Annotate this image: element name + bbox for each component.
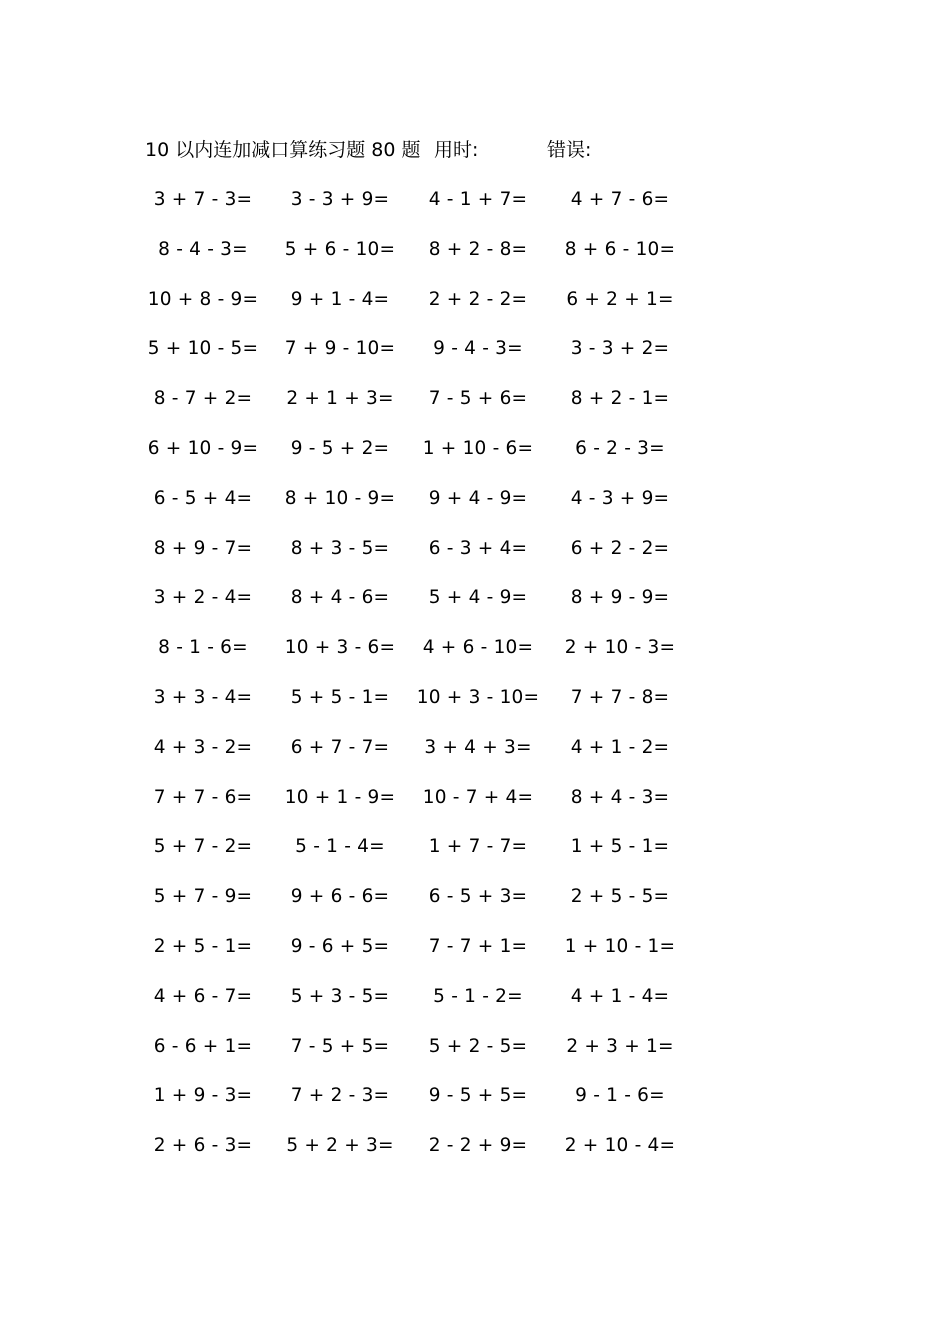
problem-item: 7 - 5 + 5=: [290, 1035, 390, 1057]
problem-item: 4 + 1 - 4=: [570, 985, 670, 1007]
problem-item: 7 + 7 - 6=: [153, 786, 253, 808]
problem-item: 5 + 4 - 9=: [428, 587, 528, 609]
worksheet-title: 10 以内连加减口算练习题 80 题: [145, 139, 421, 161]
problem-item: 8 + 9 - 7=: [153, 537, 253, 559]
problem-row: [0, 535, 950, 585]
problem-row: [0, 734, 950, 784]
problem-item: 4 + 6 - 10=: [422, 637, 534, 659]
problem-item: 5 + 6 - 10=: [284, 238, 396, 260]
problem-item: 7 + 7 - 8=: [570, 686, 670, 708]
problem-item: 9 - 5 + 2=: [290, 437, 390, 459]
problem-item: 4 + 6 - 7=: [153, 985, 253, 1007]
problem-item: 2 - 2 + 9=: [428, 1135, 528, 1157]
problem-item: 6 - 5 + 3=: [428, 886, 528, 908]
problem-item: 2 + 5 - 5=: [570, 886, 670, 908]
problem-item: 3 + 2 - 4=: [153, 587, 253, 609]
problem-item: 9 + 6 - 6=: [290, 886, 390, 908]
problem-row: [0, 1132, 950, 1182]
problem-item: 10 + 8 - 9=: [147, 288, 259, 310]
problem-item: 1 + 7 - 7=: [428, 836, 528, 858]
problem-item: 2 + 5 - 1=: [153, 935, 253, 957]
problem-item: 2 + 2 - 2=: [428, 288, 528, 310]
problem-item: 4 + 7 - 6=: [570, 189, 670, 210]
problem-item: 8 - 1 - 6=: [158, 637, 248, 659]
problem-item: 2 + 10 - 3=: [564, 637, 676, 659]
problem-item: 1 + 10 - 6=: [422, 437, 534, 459]
problem-item: 9 - 5 + 5=: [428, 1085, 528, 1107]
problem-item: 5 + 2 - 5=: [428, 1035, 528, 1057]
problem-item: 1 + 9 - 3=: [153, 1085, 253, 1107]
problem-item: 8 + 10 - 9=: [284, 487, 396, 509]
problem-item: 5 - 1 - 4=: [295, 836, 385, 858]
problem-item: 2 + 3 + 1=: [566, 1035, 674, 1057]
problem-item: 4 + 3 - 2=: [153, 736, 253, 758]
problem-item: 1 + 10 - 1=: [564, 935, 676, 957]
problem-item: 7 - 5 + 6=: [428, 388, 528, 410]
problem-item: 9 + 1 - 4=: [290, 288, 390, 310]
problem-item: 8 + 4 - 3=: [570, 786, 670, 808]
problem-item: 5 + 3 - 5=: [290, 985, 390, 1007]
problem-item: 8 + 6 - 10=: [564, 238, 676, 260]
problem-row: [0, 1033, 950, 1083]
problem-item: 6 + 7 - 7=: [290, 736, 390, 758]
problem-row: [0, 983, 950, 1033]
problem-row: [0, 435, 950, 485]
problem-row: [0, 485, 950, 535]
problem-item: 5 + 5 - 1=: [290, 686, 390, 708]
problem-row: [0, 1082, 950, 1132]
problem-row: [0, 933, 950, 983]
worksheet-header: [0, 136, 950, 164]
problem-item: 6 - 3 + 4=: [428, 537, 528, 559]
problem-row: [0, 634, 950, 684]
problem-item: 4 - 3 + 9=: [570, 487, 670, 509]
time-label: 用时:: [434, 139, 479, 161]
problem-item: 5 - 1 - 2=: [433, 985, 523, 1007]
problem-item: 4 + 1 - 2=: [570, 736, 670, 758]
problem-item: 8 + 2 - 8=: [428, 238, 528, 260]
problem-item: 6 - 2 - 3=: [575, 437, 665, 459]
problem-item: 10 + 3 - 10=: [416, 686, 540, 708]
problem-row: [0, 584, 950, 634]
problem-item: 9 + 4 - 9=: [428, 487, 528, 509]
problem-item: 10 - 7 + 4=: [422, 786, 534, 808]
problem-item: 3 - 3 + 2=: [570, 338, 670, 360]
problem-item: 6 + 10 - 9=: [147, 437, 259, 459]
problem-item: 9 - 6 + 5=: [290, 935, 390, 957]
problem-item: 2 + 6 - 3=: [153, 1135, 253, 1157]
problem-item: 3 + 4 + 3=: [424, 736, 532, 758]
problem-item: 5 + 2 + 3=: [286, 1135, 394, 1157]
problem-item: 2 + 10 - 4=: [564, 1135, 676, 1157]
problem-item: 3 + 7 - 3=: [153, 189, 253, 210]
problem-item: 8 + 3 - 5=: [290, 537, 390, 559]
problem-item: 6 + 2 + 1=: [566, 288, 674, 310]
problem-item: 8 - 7 + 2=: [153, 388, 253, 410]
problem-row: [0, 684, 950, 734]
problem-item: 7 - 7 + 1=: [428, 935, 528, 957]
problem-row: [0, 385, 950, 435]
problem-item: 10 + 3 - 6=: [284, 637, 396, 659]
problem-item: 8 + 4 - 6=: [290, 587, 390, 609]
problem-item: 6 - 5 + 4=: [153, 487, 253, 509]
problem-item: 2 + 1 + 3=: [286, 388, 394, 410]
problem-row: [0, 833, 950, 883]
problem-item: 6 - 6 + 1=: [153, 1035, 253, 1057]
problem-item: 4 - 1 + 7=: [428, 189, 528, 210]
problem-item: 8 + 2 - 1=: [570, 388, 670, 410]
problem-item: 3 - 3 + 9=: [290, 189, 390, 210]
problem-item: 5 + 7 - 2=: [153, 836, 253, 858]
problem-item: 9 - 1 - 6=: [575, 1085, 665, 1107]
problem-grid: [0, 186, 950, 1182]
problem-row: [0, 335, 950, 385]
problem-row: [0, 286, 950, 336]
problem-item: 7 + 2 - 3=: [290, 1085, 390, 1107]
problem-item: 7 + 9 - 10=: [284, 338, 396, 360]
problem-item: 1 + 5 - 1=: [570, 836, 670, 858]
problem-item: 5 + 7 - 9=: [153, 886, 253, 908]
problem-item: 9 - 4 - 3=: [433, 338, 523, 360]
problem-row: [0, 186, 950, 236]
problem-row: [0, 784, 950, 834]
problem-item: 3 + 3 - 4=: [153, 686, 253, 708]
problem-item: 8 + 9 - 9=: [570, 587, 670, 609]
problem-item: 5 + 10 - 5=: [147, 338, 259, 360]
problem-item: 8 - 4 - 3=: [158, 238, 248, 260]
problem-item: 10 + 1 - 9=: [284, 786, 396, 808]
problem-row: [0, 883, 950, 933]
problem-item: 6 + 2 - 2=: [570, 537, 670, 559]
problem-row: [0, 236, 950, 286]
error-label: 错误:: [547, 139, 592, 161]
